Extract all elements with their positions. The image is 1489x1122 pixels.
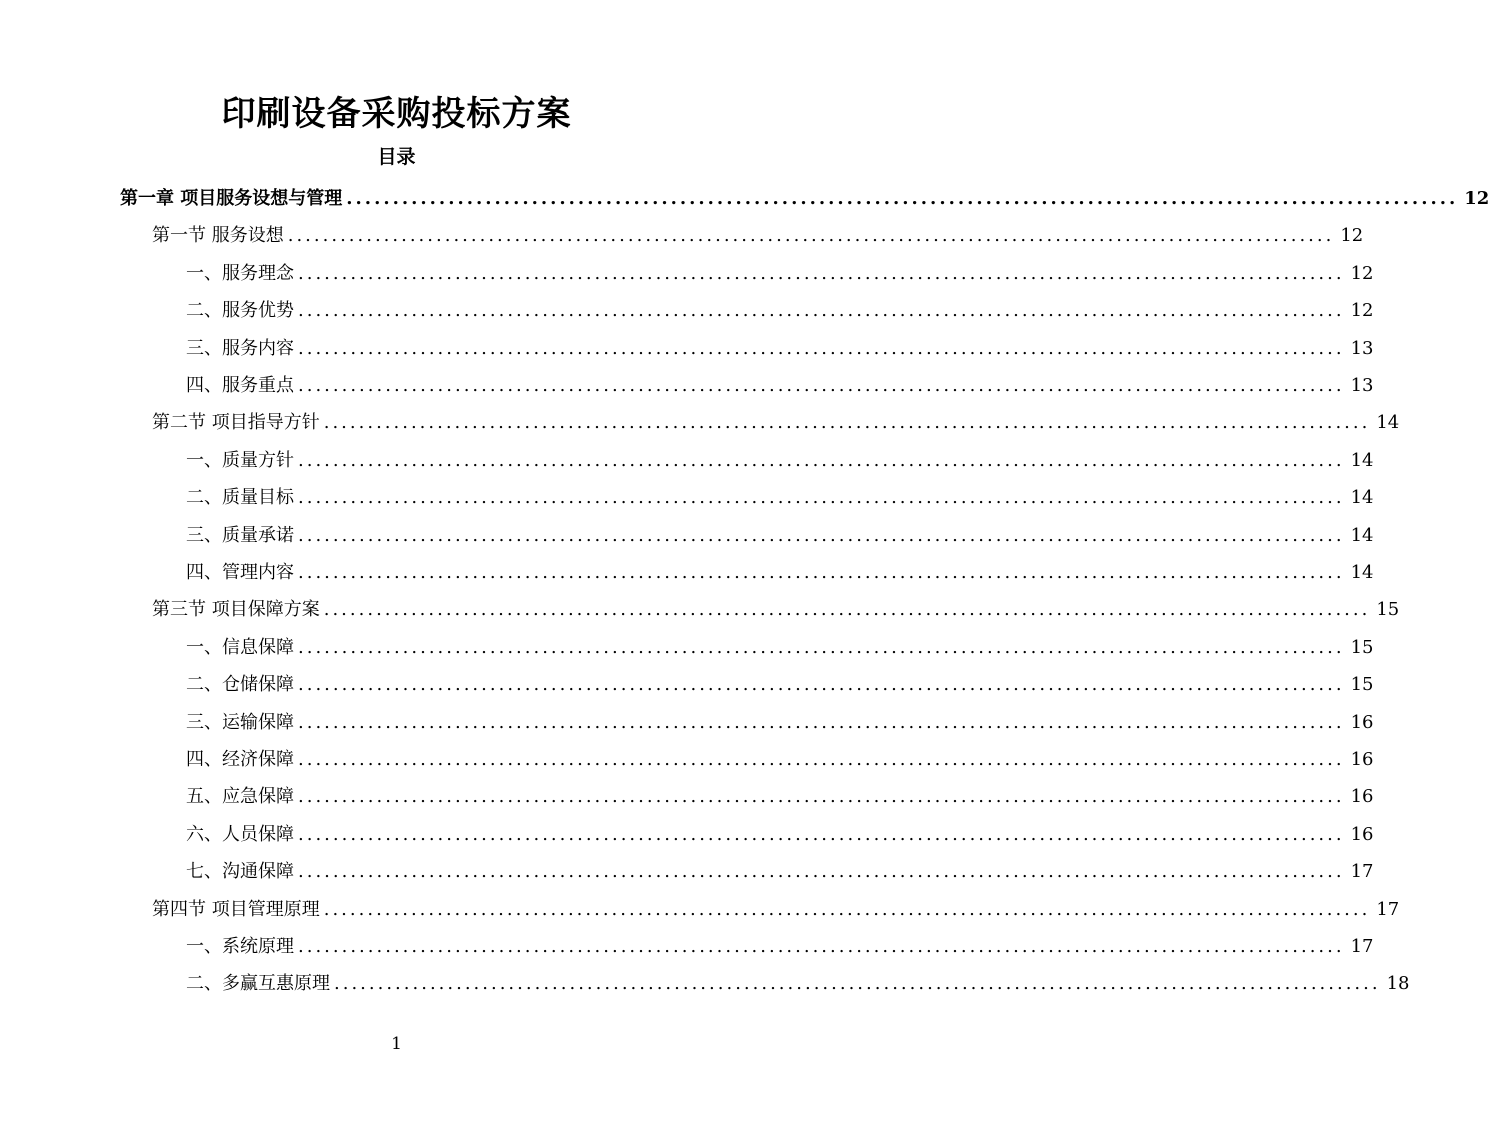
toc-leader-dots: ........................................................................................................................ <box>298 300 1345 322</box>
toc-entry[interactable] <box>186 330 1374 367</box>
toc-leader-dots: ........................................................................................................................ <box>298 749 1345 770</box>
toc-leader-dots: ........................................................................................................................ <box>298 487 1345 509</box>
toc-entry-label: 三、运输保障 <box>186 711 294 733</box>
toc-entry-page: 14 <box>1350 524 1374 546</box>
toc-leader-dots: ........................................................................................................................ <box>287 225 1335 247</box>
toc-entry[interactable] <box>152 891 1400 928</box>
toc-leader-dots: ........................................................................................................................ <box>298 936 1345 957</box>
toc-entry[interactable] <box>186 778 1374 815</box>
toc-entry-page: 12 <box>1340 225 1364 247</box>
toc-entry[interactable] <box>186 928 1374 965</box>
toc-leader-dots: ........................................................................................................................ <box>323 599 1371 621</box>
toc-entry-page: 16 <box>1350 749 1374 770</box>
toc-entry[interactable] <box>186 816 1374 853</box>
toc-entry-label: 一、信息保障 <box>186 636 294 658</box>
toc-entry-page: 12 <box>1464 188 1489 209</box>
toc-entry-label: 四、经济保障 <box>186 749 294 770</box>
toc-entry-label: 第二节 项目指导方针 <box>152 412 320 434</box>
toc-leader-dots: ........................................................................................................................ <box>334 973 1381 995</box>
document-title: 印刷设备采购投标方案 <box>221 94 572 134</box>
toc-entry-page: 15 <box>1350 674 1374 696</box>
toc-entry-page: 14 <box>1376 412 1400 434</box>
toc-entry-label: 三、服务内容 <box>186 337 294 359</box>
toc-entry-label: 五、应急保障 <box>186 786 294 808</box>
toc-entry[interactable] <box>120 180 1489 217</box>
toc-leader-dots: ........................................................................................................................ <box>298 823 1345 845</box>
toc-entry[interactable] <box>186 666 1374 703</box>
toc-entry[interactable] <box>186 554 1374 591</box>
toc-entry[interactable] <box>152 217 1364 254</box>
toc-entry[interactable] <box>186 255 1374 292</box>
toc-entry-page: 17 <box>1350 936 1374 957</box>
toc-entry[interactable] <box>186 741 1374 778</box>
toc-entry-page: 14 <box>1350 487 1374 509</box>
toc-leader-dots: ........................................................................................................................ <box>298 636 1345 658</box>
toc-entry-page: 13 <box>1350 375 1374 396</box>
toc-entry-label: 六、人员保障 <box>186 823 294 845</box>
toc-leader-dots: ........................................................................................................................ <box>298 524 1345 546</box>
toc-leader-dots: ........................................................................................................................ <box>323 898 1371 920</box>
toc-entry[interactable] <box>186 479 1374 516</box>
toc-entry[interactable] <box>152 404 1400 441</box>
toc-entry-page: 15 <box>1376 599 1400 621</box>
toc-leader-dots: ........................................................................................................................ <box>298 375 1345 396</box>
toc-entry-page: 16 <box>1350 823 1374 845</box>
toc-leader-dots: ........................................................................................................................ <box>298 562 1345 583</box>
toc-entry-page: 12 <box>1350 262 1374 284</box>
toc-entry-page: 13 <box>1350 337 1374 359</box>
toc-leader-dots: ........................................................................................................................ <box>298 262 1345 284</box>
toc-entry-page: 17 <box>1376 898 1400 920</box>
toc-entry[interactable] <box>186 853 1374 890</box>
toc-entry-label: 第四节 项目管理原理 <box>152 898 320 920</box>
toc-leader-dots: ........................................................................................................................ <box>298 337 1345 359</box>
page-number: 1 <box>391 1034 402 1054</box>
toc-entry[interactable] <box>186 517 1374 554</box>
toc-entry-label: 四、管理内容 <box>186 562 294 583</box>
toc-entry-label: 二、质量目标 <box>186 487 294 509</box>
toc-entry[interactable] <box>186 704 1374 741</box>
toc-entry[interactable] <box>186 442 1374 479</box>
toc-entry-label: 七、沟通保障 <box>186 861 294 883</box>
toc-entry-page: 15 <box>1350 636 1374 658</box>
toc-entry-label: 一、系统原理 <box>186 936 294 957</box>
toc-entry-page: 16 <box>1350 786 1374 808</box>
toc-entry-label: 二、多赢互惠原理 <box>186 973 330 995</box>
toc-entry-label: 二、仓储保障 <box>186 674 294 696</box>
toc-entry-label: 第三节 项目保障方案 <box>152 599 320 621</box>
toc-entry-label: 第一节 服务设想 <box>152 225 284 247</box>
toc-entry[interactable] <box>186 367 1374 404</box>
toc-entry-label: 四、服务重点 <box>186 375 294 396</box>
toc-entry[interactable] <box>152 591 1400 628</box>
toc-entry-label: 一、质量方针 <box>186 449 294 471</box>
toc-entry[interactable] <box>186 292 1374 329</box>
toc-entry-label: 第一章 项目服务设想与管理 <box>120 188 343 209</box>
toc-leader-dots: ........................................................................................................................ <box>323 412 1371 434</box>
toc-entry-page: 16 <box>1350 711 1374 733</box>
toc-entry-page: 12 <box>1350 300 1374 322</box>
toc-leader-dots: ........................................................................................................................ <box>298 861 1345 883</box>
toc-entry-page: 17 <box>1350 861 1374 883</box>
toc-entry[interactable] <box>186 629 1374 666</box>
toc-entry-label: 一、服务理念 <box>186 262 294 284</box>
toc-entry-page: 18 <box>1386 973 1410 995</box>
toc-leader-dots: ........................................................................................................................ <box>298 786 1345 808</box>
toc-entry-label: 三、质量承诺 <box>186 524 294 546</box>
toc-entry-page: 14 <box>1350 449 1374 471</box>
toc-entry-label: 二、服务优势 <box>186 300 294 322</box>
toc-leader-dots: ........................................................................................................................ <box>298 674 1345 696</box>
toc-leader-dots: ........................................................................................................................ <box>298 449 1345 471</box>
toc-entry-page: 14 <box>1350 562 1374 583</box>
toc-entry[interactable] <box>186 965 1410 1002</box>
toc-leader-dots: ........................................................................................................................ <box>346 188 1459 209</box>
toc-leader-dots: ........................................................................................................................ <box>298 711 1345 733</box>
toc-heading: 目录 <box>377 146 416 168</box>
